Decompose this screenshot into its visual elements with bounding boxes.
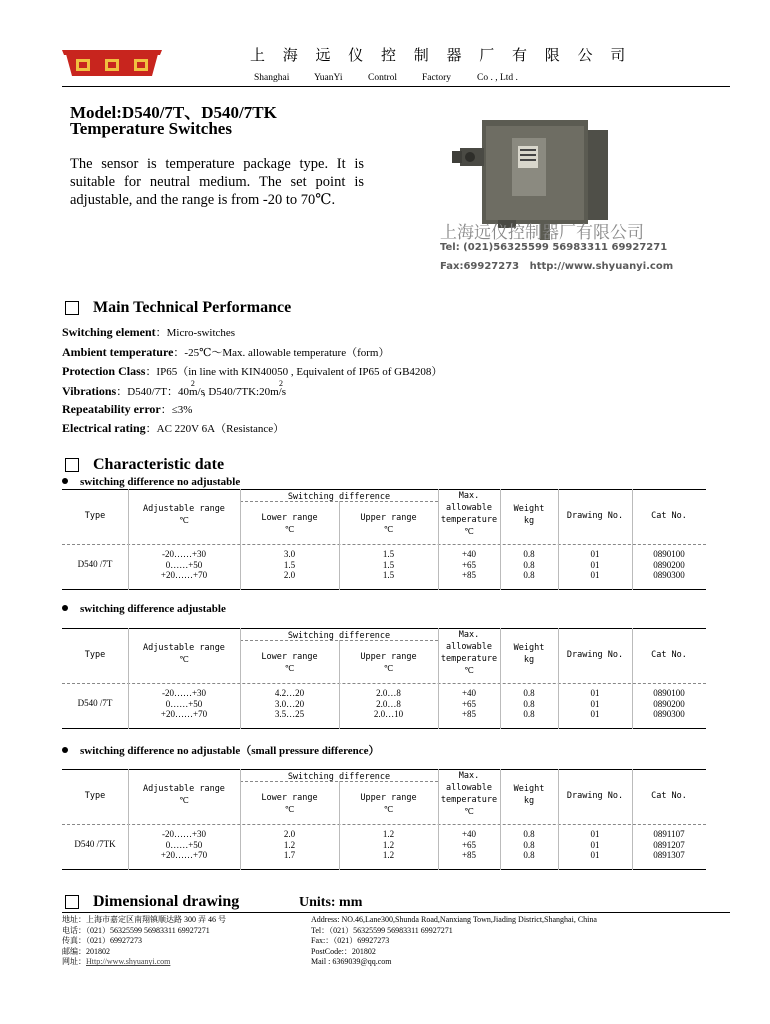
cell-value: 2.0 bbox=[283, 570, 296, 580]
cell-value: 3.0…20 bbox=[274, 698, 305, 709]
header-text: Upper range bbox=[360, 513, 417, 523]
cell-value: 0.8 bbox=[523, 549, 535, 559]
header-adj-range bbox=[128, 783, 240, 807]
photo-watermark-fax: Fax:69927273 bbox=[440, 261, 520, 272]
header-text: Lower range bbox=[261, 513, 318, 523]
cell-value: -20……+30 bbox=[161, 549, 207, 559]
cell-value: 2.0…8 bbox=[376, 688, 401, 698]
photo-watermark-contact bbox=[440, 261, 673, 272]
spec-electrical bbox=[62, 420, 284, 436]
cell-drawing bbox=[558, 549, 632, 581]
header-drawing: Drawing No. bbox=[566, 650, 624, 660]
cell-value: 0.8 bbox=[523, 850, 535, 860]
header-weight bbox=[500, 642, 558, 666]
cell-range bbox=[128, 549, 240, 581]
cell-weight bbox=[500, 688, 558, 720]
cell-value: 0.8 bbox=[523, 829, 535, 839]
header-cat: Cat No. bbox=[651, 650, 687, 660]
header-unit: ℃ bbox=[464, 527, 474, 537]
header-text: allowable bbox=[445, 642, 493, 652]
cell-range bbox=[128, 688, 240, 720]
cell-range bbox=[128, 829, 240, 861]
spec-value: ：D540/7T：40m/s bbox=[116, 386, 205, 398]
cell-value: -20……+30 bbox=[161, 688, 207, 698]
spec-label: Electrical rating bbox=[62, 421, 146, 435]
footer-divider bbox=[62, 912, 730, 913]
cell-lower bbox=[240, 829, 339, 861]
cell-value: 0890100 bbox=[653, 688, 685, 698]
header-upper bbox=[339, 512, 438, 536]
header-text: Lower range bbox=[261, 793, 318, 803]
footer-web-label: 网址： bbox=[62, 957, 86, 967]
header-text: Max. bbox=[458, 771, 480, 781]
table-rule bbox=[62, 544, 706, 545]
cell-type: D540 /7TK bbox=[74, 839, 116, 849]
units-label: Units: mm bbox=[299, 895, 363, 910]
cell-value: 1.5 bbox=[382, 549, 395, 559]
footer-line: Tel：（021）56325599 56983311 69927271 bbox=[311, 925, 453, 935]
header-unit: ℃ bbox=[284, 664, 295, 674]
table-rule bbox=[62, 824, 706, 825]
header-text: Upper range bbox=[360, 793, 417, 803]
header-divider bbox=[62, 86, 730, 87]
cell-cat bbox=[632, 829, 706, 861]
cell-value: 0890300 bbox=[653, 570, 685, 580]
cell-value: 2.0…10 bbox=[373, 709, 404, 719]
footer-en bbox=[311, 915, 597, 968]
table-heading bbox=[62, 476, 240, 488]
cell-drawing bbox=[558, 688, 632, 720]
header-text: Weight bbox=[513, 643, 545, 653]
company-name-cn: 上 海 远 仪 控 制 器 厂 有 限 公 司 bbox=[250, 48, 633, 64]
cell-value: +65 bbox=[461, 698, 477, 709]
cell-max bbox=[438, 688, 500, 720]
footer-line: 地址：上海市嘉定区南翔镇顺达路 300 弄 46 号 bbox=[62, 915, 226, 924]
header-unit: kg bbox=[523, 516, 535, 526]
header-text: temperature bbox=[440, 515, 498, 525]
cell-value: 0……+50 bbox=[165, 698, 203, 709]
photo-watermark-url: http://www.shyuanyi.com bbox=[529, 261, 674, 272]
cell-value: 1.2 bbox=[382, 850, 395, 860]
spec-protection bbox=[62, 363, 442, 379]
spec-table bbox=[62, 489, 706, 591]
table-rule bbox=[62, 628, 706, 629]
photo-watermark-tel: Tel: (021)56325599 56983311 69927271 bbox=[440, 242, 668, 253]
cell-value: +40 bbox=[461, 688, 477, 698]
cell-weight bbox=[500, 829, 558, 861]
header-text: Adjustable range bbox=[143, 784, 225, 794]
table-heading-text: switching difference no adjustable bbox=[80, 476, 241, 488]
cell-value: 2.0 bbox=[283, 829, 296, 839]
cell-lower bbox=[240, 688, 339, 720]
header-text: Upper range bbox=[360, 652, 417, 662]
cell-value: 0890300 bbox=[653, 709, 685, 719]
cell-value: 0891307 bbox=[653, 850, 685, 860]
footer-line: 邮编：201802 bbox=[62, 946, 110, 956]
spec-ambient bbox=[62, 344, 389, 360]
product-photo bbox=[430, 120, 640, 278]
footer-line: Mail : 6369039@qq.com bbox=[311, 957, 392, 967]
company-en-word: Control bbox=[368, 73, 398, 83]
company-en-word: Shanghai bbox=[254, 73, 290, 83]
header-cat: Cat No. bbox=[651, 791, 687, 801]
header-text: allowable bbox=[445, 783, 493, 793]
footer-cn bbox=[62, 915, 226, 968]
table-rule bbox=[62, 489, 706, 490]
header-type: Type bbox=[84, 791, 106, 801]
spec-label: Ambient temperature bbox=[62, 345, 174, 359]
cell-cat bbox=[632, 688, 706, 720]
section-checkbox bbox=[65, 301, 79, 315]
superscript: 2 bbox=[190, 379, 195, 388]
spec-table bbox=[62, 628, 706, 730]
header-max bbox=[438, 490, 500, 538]
cell-type: D540 /7T bbox=[77, 559, 113, 569]
table-rule bbox=[62, 728, 706, 729]
header-adj-range bbox=[128, 642, 240, 666]
cell-value: 0891107 bbox=[653, 829, 685, 839]
header-text: Lower range bbox=[261, 652, 318, 662]
cell-value: 01 bbox=[590, 709, 600, 719]
cell-value: +85 bbox=[461, 850, 477, 860]
cell-value: 1.5 bbox=[382, 559, 395, 570]
cell-value: +65 bbox=[461, 559, 477, 570]
cell-value: 01 bbox=[590, 839, 600, 850]
cell-value: 0……+50 bbox=[165, 559, 203, 570]
header-lower bbox=[240, 651, 339, 675]
cell-value: 0.8 bbox=[523, 570, 535, 580]
header-text: Weight bbox=[513, 504, 545, 514]
section-title-characteristic: Characteristic date bbox=[93, 456, 225, 473]
cell-value: 01 bbox=[590, 549, 600, 559]
cell-value: 1.2 bbox=[382, 829, 395, 839]
footer-line bbox=[62, 957, 226, 968]
section-title-performance: Main Technical Performance bbox=[93, 299, 292, 316]
header-switching-diff: Switching difference bbox=[287, 492, 391, 502]
header-text: Weight bbox=[513, 784, 545, 794]
company-name-en bbox=[254, 73, 554, 83]
section-title-dimensional: Dimensional drawing bbox=[93, 893, 240, 910]
cell-value: 1.5 bbox=[283, 559, 296, 570]
cell-value: 01 bbox=[590, 829, 600, 839]
cell-type: D540 /7T bbox=[77, 698, 113, 708]
header-upper bbox=[339, 792, 438, 816]
spec-vibrations bbox=[62, 379, 286, 399]
spec-value: , D540/7TK:20m/s bbox=[202, 386, 286, 398]
cell-value: 0.8 bbox=[523, 688, 535, 698]
header-drawing: Drawing No. bbox=[566, 511, 624, 521]
cell-value: 3.0 bbox=[283, 549, 296, 559]
spec-label: Repeatability error bbox=[62, 402, 161, 416]
header-cat: Cat No. bbox=[651, 511, 687, 521]
footer-line: PostCode:：201802 bbox=[311, 946, 376, 956]
cell-value: +85 bbox=[461, 709, 477, 719]
cell-value: 3.5…25 bbox=[274, 709, 305, 719]
header-switching-diff: Switching difference bbox=[287, 631, 391, 641]
company-en-word: Co . , Ltd . bbox=[477, 73, 518, 83]
cell-value: -20……+30 bbox=[161, 829, 207, 839]
photo-watermark-company: 上海远仪控制器厂有限公司 bbox=[440, 223, 644, 243]
header-unit: kg bbox=[523, 655, 535, 665]
cell-value: 0891207 bbox=[653, 839, 685, 850]
table-rule bbox=[62, 869, 706, 870]
cell-value: 01 bbox=[590, 688, 600, 698]
table-heading-text: switching difference no adjustable（small pressure difference） bbox=[80, 745, 380, 757]
spec-label: Switching element bbox=[62, 325, 156, 339]
cell-value: +40 bbox=[461, 829, 477, 839]
table-rule bbox=[62, 683, 706, 684]
cell-value: 1.5 bbox=[382, 570, 395, 580]
footer-line: 电话：（021）56325599 56983311 69927271 bbox=[62, 925, 210, 935]
cell-value: 4.2…20 bbox=[274, 688, 305, 698]
cell-value: 1.2 bbox=[283, 839, 296, 850]
cell-value: +40 bbox=[461, 549, 477, 559]
bullet-icon bbox=[62, 747, 68, 753]
header-unit: ℃ bbox=[383, 664, 394, 674]
spec-value: ：≤3% bbox=[160, 404, 193, 416]
spec-value: ：IP65（in line with KIN40050 , Equivalent of IP65 of GB4208） bbox=[145, 366, 443, 378]
model-title: Model:D540/7T、D540/7TK bbox=[70, 103, 277, 122]
spec-value: ：AC 220V 6A（Resistance） bbox=[145, 423, 285, 435]
cell-value: +20……+70 bbox=[160, 709, 208, 719]
cell-value: 01 bbox=[590, 850, 600, 860]
header-switching-diff: Switching difference bbox=[287, 772, 391, 782]
header-text: temperature bbox=[440, 654, 498, 664]
footer-web-link[interactable]: Http://www.shyuanyi.com bbox=[86, 957, 171, 967]
product-name: Temperature Switches bbox=[70, 119, 232, 138]
cell-value: 01 bbox=[590, 559, 600, 570]
header-adj-range bbox=[128, 503, 240, 527]
superscript: 2 bbox=[278, 379, 283, 388]
header-lower bbox=[240, 792, 339, 816]
table-heading bbox=[62, 603, 226, 615]
cell-max bbox=[438, 829, 500, 861]
table-rule bbox=[62, 589, 706, 590]
header-unit: ℃ bbox=[284, 525, 295, 535]
bullet-icon bbox=[62, 605, 68, 611]
header-type: Type bbox=[84, 511, 106, 521]
header-unit: ℃ bbox=[464, 807, 474, 817]
spec-switching-element bbox=[62, 324, 235, 340]
spec-label: Vibrations bbox=[62, 384, 117, 398]
company-logo bbox=[62, 46, 162, 78]
header-unit: ℃ bbox=[284, 805, 295, 815]
cell-max bbox=[438, 549, 500, 581]
section-checkbox bbox=[65, 895, 79, 909]
cell-value: 0.8 bbox=[523, 839, 535, 850]
header-unit: ℃ bbox=[179, 796, 189, 806]
cell-lower bbox=[240, 549, 339, 581]
cell-value: +20……+70 bbox=[160, 570, 208, 580]
cell-value: +65 bbox=[461, 839, 477, 850]
cell-upper bbox=[339, 549, 438, 581]
cell-value: 0890200 bbox=[653, 698, 685, 709]
header-text: Adjustable range bbox=[143, 504, 225, 514]
spec-table bbox=[62, 769, 706, 871]
header-type: Type bbox=[84, 650, 106, 660]
table-heading-text: switching difference adjustable bbox=[80, 603, 226, 615]
cell-upper bbox=[339, 688, 438, 720]
cell-value: 0……+50 bbox=[165, 839, 203, 850]
cell-value: 01 bbox=[590, 698, 600, 709]
header-text: Max. bbox=[458, 630, 480, 640]
cell-weight bbox=[500, 549, 558, 581]
cell-value: 0.8 bbox=[523, 559, 535, 570]
cell-value: 1.7 bbox=[283, 850, 296, 860]
bullet-icon bbox=[62, 478, 68, 484]
cell-value: 01 bbox=[590, 570, 600, 580]
section-checkbox bbox=[65, 458, 79, 472]
header-weight bbox=[500, 783, 558, 807]
spec-value: ：-25℃～Max. allowable temperature（form） bbox=[173, 347, 390, 359]
header-unit: ℃ bbox=[383, 805, 394, 815]
cell-value: +85 bbox=[461, 570, 477, 580]
header-text: Max. bbox=[458, 491, 480, 501]
cell-value: 0.8 bbox=[523, 698, 535, 709]
header-unit: ℃ bbox=[464, 666, 474, 676]
header-max bbox=[438, 770, 500, 818]
header-unit: ℃ bbox=[383, 525, 394, 535]
cell-value: +20……+70 bbox=[160, 850, 208, 860]
cell-value: 2.0…8 bbox=[376, 698, 401, 709]
cell-drawing bbox=[558, 829, 632, 861]
table-rule bbox=[62, 769, 706, 770]
company-en-word: Factory bbox=[422, 73, 452, 83]
footer-line: Address: NO.46,Lane300,Shunda Road,Nanxiang Town,Jiading District,Shanghai, China bbox=[311, 915, 597, 924]
footer-line: 传真：（021）69927273 bbox=[62, 936, 142, 946]
header-unit: ℃ bbox=[179, 655, 189, 665]
header-lower bbox=[240, 512, 339, 536]
spec-label: Protection Class bbox=[62, 364, 146, 378]
spec-value: ：Micro-switches bbox=[155, 327, 236, 339]
product-description: The sensor is temperature package type. It is suitable for neutral medium. The set point is adjustable, and the range is from -20 to 70℃. bbox=[70, 156, 364, 208]
cell-value: 0890100 bbox=[653, 549, 685, 559]
header-text: allowable bbox=[445, 503, 493, 513]
header-unit: kg bbox=[523, 796, 535, 806]
header-text: Adjustable range bbox=[143, 643, 225, 653]
header-drawing: Drawing No. bbox=[566, 791, 624, 801]
header-unit: ℃ bbox=[179, 516, 189, 526]
footer-line: Fax:：（021）69927273 bbox=[311, 936, 390, 946]
cell-value: 0.8 bbox=[523, 709, 535, 719]
header-max bbox=[438, 629, 500, 677]
header-text: temperature bbox=[440, 795, 498, 805]
spec-repeatability bbox=[62, 401, 192, 417]
cell-value: 1.2 bbox=[382, 839, 395, 850]
header-weight bbox=[500, 503, 558, 527]
header-upper bbox=[339, 651, 438, 675]
cell-cat bbox=[632, 549, 706, 581]
table-heading bbox=[62, 742, 380, 758]
cell-value: 0890200 bbox=[653, 559, 685, 570]
company-en-word: YuanYi bbox=[314, 73, 343, 83]
cell-upper bbox=[339, 829, 438, 861]
